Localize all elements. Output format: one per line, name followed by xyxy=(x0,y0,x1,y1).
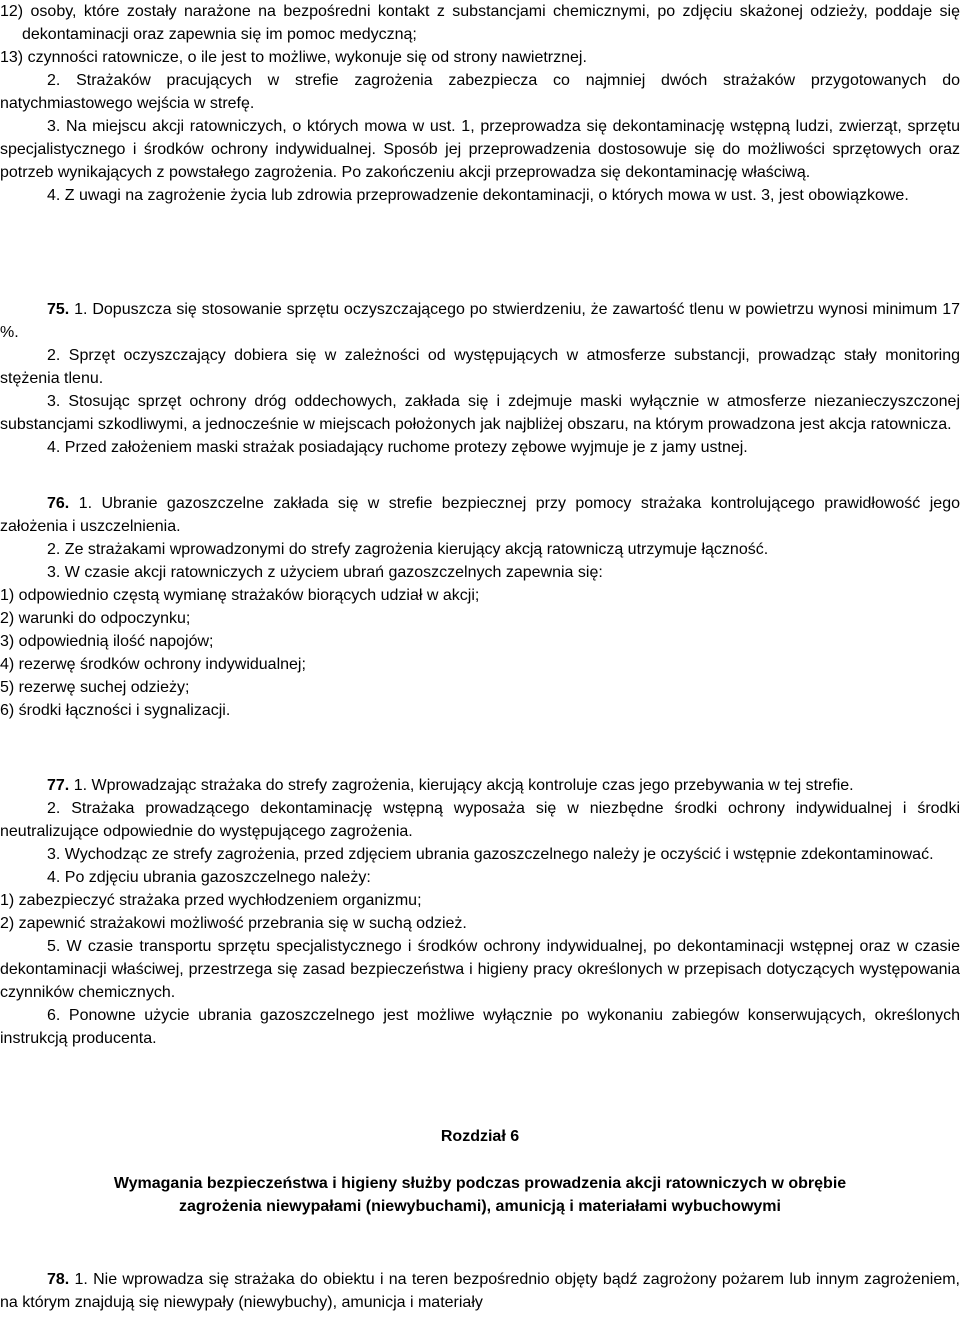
paragraph-3: 3. Na miejscu akcji ratowniczych, o których mowa w ust. 1, przeprowadza się dekontaminację wstępną ludzi, zwierząt, sprzętu specjalistycznego i środków ochrony indywidualnej. Sposób jej przeprowadzenia dostosowuje się do możliwości sprzętowych oraz potrzeb wynikających z powstałego zagrożenia. Po zakończeniu akcji przeprowadza się dekontaminację właściwą. xyxy=(0,118,960,181)
section-75-block xyxy=(0,298,960,459)
section-77-number: 77. xyxy=(47,777,70,794)
chapter-title-line-2: zagrożenia niewypałami (niewybuchami), amunicją i materiałami wybuchowymi xyxy=(179,1198,781,1215)
chapter-heading-block xyxy=(0,1125,960,1148)
section-77-paragraph-3: 3. Wychodząc ze strefy zagrożenia, przed zdjęciem ubrania gazoszczelnego należy je oczyścić i wstępnie zdekontaminować. xyxy=(47,846,934,863)
section-75-paragraph-3: 3. Stosując sprzęt ochrony dróg oddechowych, zakłada się i zdejmuje maski wyłącznie w atmosferze niezanieczyszczonej substancjami szkodliwymi, a jednocześnie w miejscach położonych jak najbliżej obszaru, na którym prowadzona jest akcja ratownicza. xyxy=(0,393,960,433)
section-75-paragraph-1 xyxy=(0,298,960,344)
section-77-paragraph-2: 2. Strażaka prowadzącego dekontaminację wstępną wyposaża się w niezbędne środki ochrony indywidualnej i środki neutralizujące odpowiednie do występującego zagrożenia. xyxy=(0,800,960,840)
section-76-list-item: 5) rezerwę suchej odzieży; xyxy=(0,679,190,696)
list-item-12: 12) osoby, które zostały narażone na bezpośredni kontakt z substancjami chemicznymi, po zdjęciu skażonej odzieży, poddaje się dekontaminacji oraz zapewnia się im pomoc medyczną; xyxy=(0,3,960,43)
continuation-block xyxy=(0,0,960,207)
section-76-list-item: 1) odpowiednio częstą wymianę strażaków biorących udział w akcji; xyxy=(0,587,480,604)
chapter-title-block xyxy=(0,1172,960,1218)
section-77-list-item: 2) zapewnić strażakowi możliwość przebrania się w suchą odzież. xyxy=(0,915,467,932)
section-76-p1-text: 1. Ubranie gazoszczelne zakłada się w strefie bezpiecznej przy pomocy strażaka kontrolującego prawidłowość jego założenia i uszczelnienia. xyxy=(0,495,960,535)
section-76-list-item: 3) odpowiednią ilość napojów; xyxy=(0,633,214,650)
section-76-block xyxy=(0,492,960,722)
section-76-paragraph-3: 3. W czasie akcji ratowniczych z użyciem ubrań gazoszczelnych zapewnia się: xyxy=(47,564,603,581)
section-77-block xyxy=(0,774,960,1050)
section-76-list-item: 2) warunki do odpoczynku; xyxy=(0,610,191,627)
section-75-p1-text: 1. Dopuszcza się stosowanie sprzętu oczyszczającego po stwierdzeniu, że zawartość tlenu w powietrzu wynosi minimum 17 %. xyxy=(0,301,960,341)
section-77-paragraph-6: 6. Ponowne użycie ubrania gazoszczelnego jest możliwe wyłącznie po wykonaniu zabiegów konserwujących, określonych instrukcją producenta. xyxy=(0,1007,960,1047)
section-75-paragraph-2: 2. Sprzęt oczyszczający dobiera się w zależności od występujących w atmosferze substancji, prowadząc stały monitoring stężenia tlenu. xyxy=(0,347,960,387)
chapter-title-line-1: Wymagania bezpieczeństwa i higieny służby podczas prowadzenia akcji ratowniczych w obrębie xyxy=(113,1175,847,1192)
section-77-p1-text: 1. Wprowadzając strażaka do strefy zagrożenia, kierujący akcją kontroluje czas jego przebywania w tej strefie. xyxy=(73,777,854,794)
section-76-paragraph-2: 2. Ze strażakami wprowadzonymi do strefy zagrożenia kierujący akcją ratowniczą utrzymuje łączność. xyxy=(47,541,769,558)
section-76-paragraph-1 xyxy=(0,492,960,538)
section-75-number: 75. xyxy=(47,301,70,318)
section-78-block xyxy=(0,1268,960,1314)
paragraph-4: 4. Z uwagi na zagrożenie życia lub zdrowia przeprowadzenie dekontaminacji, o których mowa w ust. 3, jest obowiązkowe. xyxy=(47,187,909,204)
section-77-list-item: 1) zabezpieczyć strażaka przed wychłodzeniem organizmu; xyxy=(0,892,422,909)
section-78-number: 78. xyxy=(47,1271,70,1288)
section-77-paragraph-1 xyxy=(0,774,960,797)
section-78-paragraph-1 xyxy=(0,1268,960,1314)
section-77-paragraph-5: 5. W czasie transportu sprzętu specjalistycznego i środków ochrony indywidualnej, po dekontaminacji wstępnej oraz w czasie dekontaminacji właściwej, przestrzega się zasad bezpieczeństwa i higieny pracy określonych w przepisach dotyczących występowania czynników chemicznych. xyxy=(0,938,960,1001)
paragraph-2: 2. Strażaków pracujących w strefie zagrożenia zabezpiecza co najmniej dwóch strażaków przygotowanych do natychmiastowego wejścia w strefę. xyxy=(0,72,960,112)
section-78-p1-text: 1. Nie wprowadza się strażaka do obiektu i na teren bezpośrednio objęty bądź zagrożony pożarem lub innym zagrożeniem, na którym znajdują się niewypały (niewybuchy), amunicja i materiały xyxy=(0,1271,960,1311)
section-77-paragraph-4: 4. Po zdjęciu ubrania gazoszczelnego należy: xyxy=(47,869,371,886)
section-75-paragraph-4: 4. Przed założeniem maski strażak posiadający ruchome protezy zębowe wyjmuje je z jamy ustnej. xyxy=(47,439,748,456)
section-76-number: 76. xyxy=(47,495,70,512)
chapter-label: Rozdział 6 xyxy=(440,1128,520,1145)
list-item-13: 13) czynności ratownicze, o ile jest to możliwe, wykonuje się od strony nawietrznej. xyxy=(0,49,587,66)
section-76-list-item: 6) środki łączności i sygnalizacji. xyxy=(0,702,231,719)
section-76-list-item: 4) rezerwę środków ochrony indywidualnej; xyxy=(0,656,306,673)
